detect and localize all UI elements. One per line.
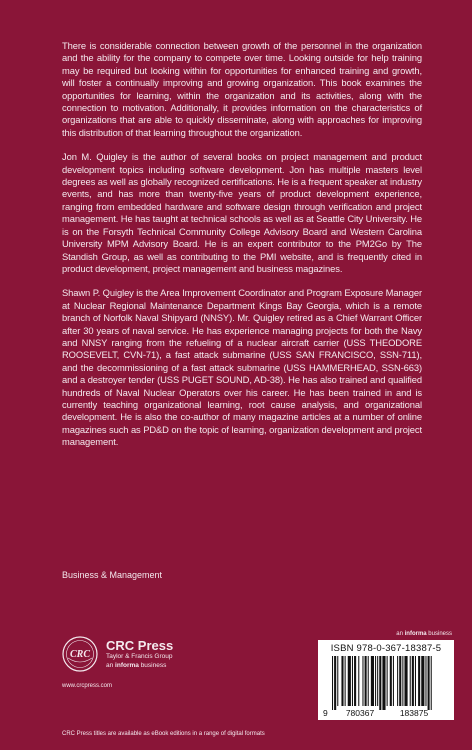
- cover-blurb: [62, 40, 422, 461]
- book-description: There is considerable connection between growth of the personnel in the organization and the ability for the company to compete over time. Looking outside for help training may be required but looking within for opportunities for enhanced training and growth, will foster a continually improving and growing organization. This book examines the opportunities for learning, within the organization and its activities, along with the connection to motivation. Additionally, it provides information on the characteristics of organizations that are able to quickly disseminate, along with approaches for improving this distribution of that learning throughout the organization.: [62, 40, 422, 138]
- barcode-bar: [387, 656, 388, 706]
- barcode-bar: [415, 656, 416, 706]
- barcode-bar: [352, 656, 353, 706]
- barcode-bar: [348, 656, 351, 706]
- barcode-bar: [402, 656, 403, 706]
- barcode-bar: [382, 656, 385, 710]
- barcode-bar: [404, 656, 407, 706]
- informa-tag-bold: informa: [404, 631, 427, 637]
- barcode-bar: [421, 656, 424, 706]
- barcode-bar: [393, 656, 394, 706]
- barcode-bar: [431, 656, 432, 710]
- barcode-lead-digit: 9: [323, 708, 328, 718]
- publisher-group: Taylor & Francis Group: [106, 653, 173, 660]
- barcode-bar: [418, 656, 420, 706]
- publisher-informa-line: [106, 662, 166, 669]
- barcode-bar: [397, 656, 398, 706]
- crc-seal-letters: CRC: [69, 649, 91, 660]
- barcode-bar: [379, 656, 381, 710]
- barcode-bar: [371, 656, 374, 706]
- informa-business-tag: [396, 631, 452, 637]
- barcode-bar: [345, 656, 346, 706]
- barcode-bar: [377, 656, 378, 706]
- barcode-bar: [390, 656, 392, 706]
- subject-category: Business & Management: [62, 570, 163, 580]
- publisher-name: CRC Press: [106, 638, 174, 653]
- informa-tag-suffix: business: [426, 631, 452, 637]
- barcode-bar: [332, 656, 333, 710]
- barcode-bar: [412, 656, 414, 706]
- barcode-bar: [365, 656, 367, 706]
- informa-suffix: business: [138, 662, 167, 669]
- barcode-bars: [332, 656, 432, 710]
- barcode-bar: [362, 656, 363, 706]
- author-bio-jon-quigley: Jon M. Quigley is the author of several books on project management and product development topics including software development. Jon has multiple masters level degrees as well as globally recognized certifications. He is a frequent speaker at industry events, and has more than twenty-five years of product development experience, ranging from embedded hardware and software design through verification and project management. He has taught at technical schools as well as at Seattle City University. He is on the Forsyth Technical Community College Advisory Board and Western Carolina University MPM Advisory Board. He is an expert contributor to the PM2Go by The Standish Group, as well as contributing to the PMI website, and is frequently cited in product development, project management and business magazines.: [62, 151, 422, 274]
- author-bio-shawn-quigley: Shawn P. Quigley is the Area Improvement Coordinator and Program Exposure Manager at Nuclear Regional Maintenance Department Kings Bay Georgia, which is a remote branch of Norfolk Naval Shipyard (NNSY). Mr. Quigley retired as a Chief Warrant Officer after 30 years of naval service. He has experience managing projects for both the Navy and NNSY ranging from the refueling of a nuclear aircraft carrier (USS THEODORE ROOSEVELT, CVN-71), a fast attack submarine (USS SAN FRANCISCO, SSN-711), and the decommissioning of a fast attack submarine (USS HAMMERHEAD, SSN-663) and a destroyer tender (USS PUGET SOUND, AD-38). He has also trained and qualified hundreds of Naval Nuclear Operators over his career. He has been trained in and is currently teaching organizational learning, root cause analysis, and organizational development. He is also the co-author of many magazine articles at a number of online magazines such as PD&D on the topic of learning, organization development and project management.: [62, 287, 422, 448]
- barcode-bar: [410, 656, 411, 706]
- barcode-bar: [428, 656, 430, 710]
- crc-press-seal-icon: [62, 636, 98, 672]
- barcode-right-digits: 183875: [399, 708, 429, 718]
- publisher-website: www.crcpress.com: [62, 683, 113, 689]
- isbn-number: ISBN 978-0-367-18387-5: [330, 643, 442, 654]
- informa-prefix: an: [106, 662, 116, 669]
- barcode-bar: [358, 656, 359, 706]
- barcode-bar: [341, 656, 343, 706]
- barcode-bar: [354, 656, 356, 706]
- isbn-barcode: [318, 640, 454, 720]
- barcode-bar: [337, 656, 338, 706]
- barcode-icon: [322, 656, 450, 718]
- barcode-left-digits: 780367: [345, 708, 375, 718]
- barcode-bar: [368, 656, 369, 706]
- barcode-bar: [375, 656, 376, 706]
- informa-tag-prefix: an: [396, 631, 405, 637]
- barcode-bar: [425, 656, 426, 706]
- ebook-availability-note: CRC Press titles are available as eBook editions in a range of digital formats: [62, 731, 265, 737]
- barcode-bar: [399, 656, 401, 706]
- barcode-bar: [334, 656, 336, 710]
- informa-bold: informa: [115, 662, 139, 669]
